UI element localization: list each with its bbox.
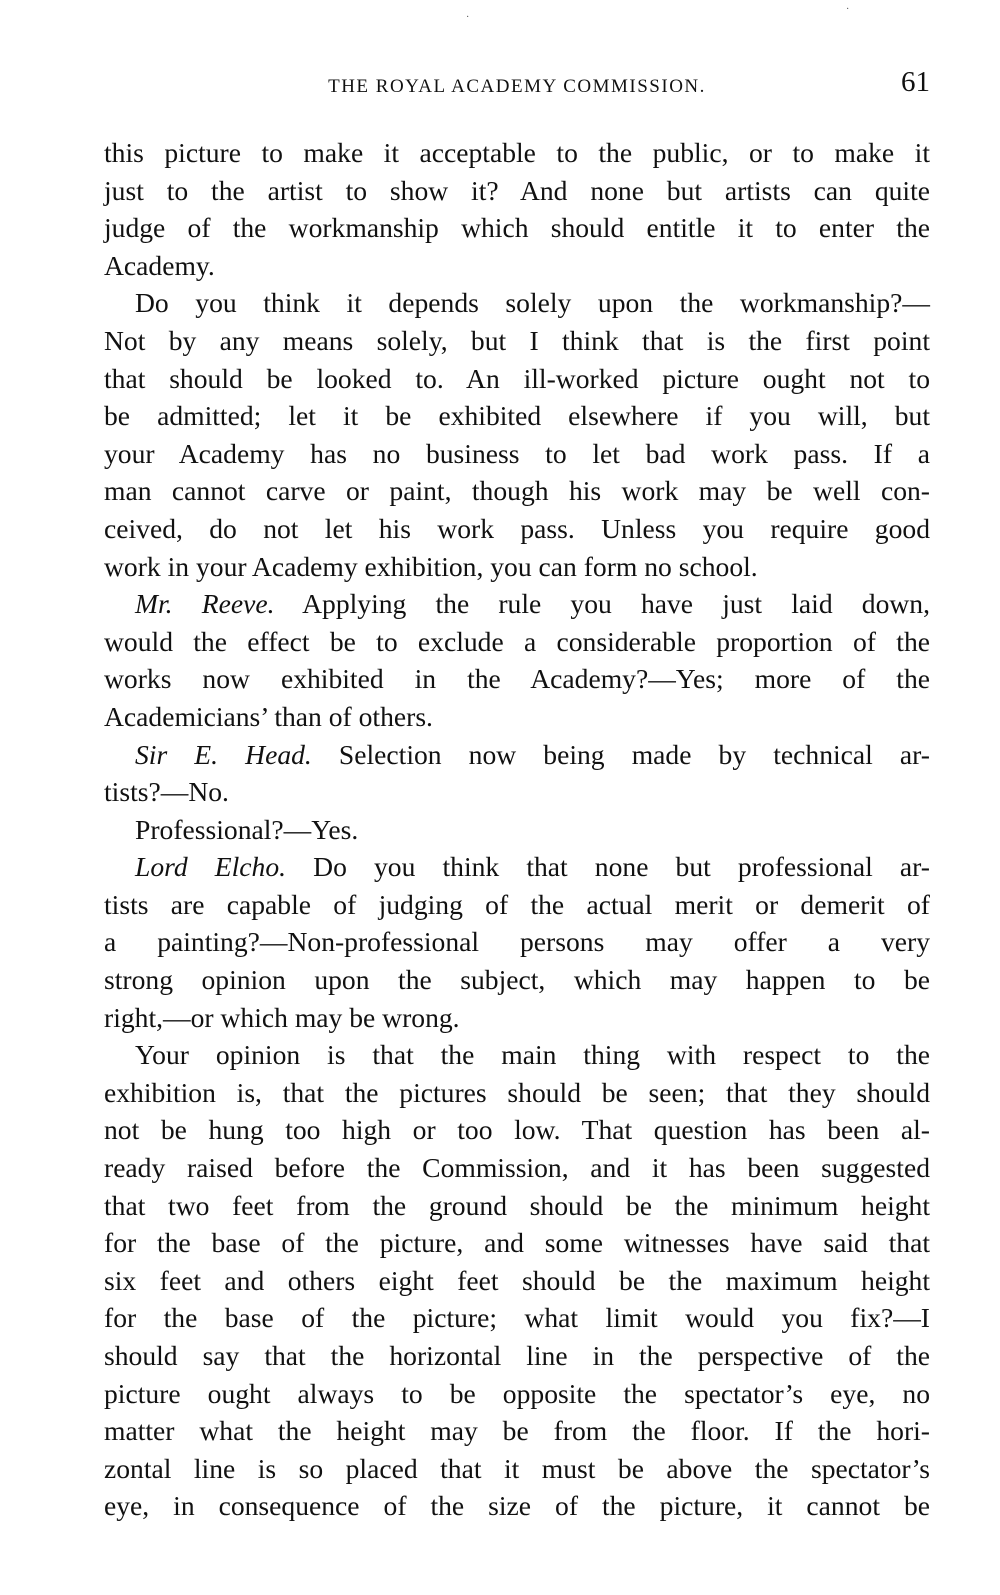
- scan-speck: ·: [466, 12, 470, 23]
- text-line: works now exhibited in the Academy?—Yes; more of the: [104, 663, 930, 695]
- question-line: Professional?—Yes.: [135, 813, 359, 845]
- text-line: Not by any means solely, but I think that is the first point: [104, 324, 930, 356]
- text-line: judge of the workmanship which should entitle it to enter the: [104, 212, 930, 244]
- text-line: picture ought always to be opposite the spectator’s eye, no: [104, 1377, 930, 1409]
- text-line: a painting?—Non-professional persons may offer a very: [104, 926, 930, 958]
- text-line: ready raised before the Commission, and it has been suggested: [104, 1152, 930, 1184]
- text-line: your Academy has no business to let bad work pass. If a: [104, 437, 930, 469]
- text-line: that should be looked to. An ill-worked picture ought not to: [104, 362, 930, 394]
- text-line: that two feet from the ground should be the minimum height: [104, 1189, 930, 1221]
- page-number: 61: [901, 66, 930, 98]
- text-line: eye, in consequence of the size of the picture, it cannot be: [104, 1490, 930, 1522]
- question-line: Do you think it depends solely upon the workmanship?—: [135, 287, 930, 319]
- question-line: Lord Elcho. Do you think that none but professional ar-: [135, 851, 930, 883]
- text-line: man cannot carve or paint, though his work may be well con-: [104, 475, 930, 507]
- text-line: exhibition is, that the pictures should be seen; that they should: [104, 1076, 930, 1108]
- text-line: tists are capable of judging of the actual merit or demerit of: [104, 888, 930, 920]
- question-line: Sir E. Head. Selection now being made by technical ar-: [135, 738, 930, 770]
- text-line: for the base of the picture; what limit would you fix?—I: [104, 1302, 930, 1334]
- text-line: zontal line is so placed that it must be above the spectator’s: [104, 1452, 930, 1484]
- text-line: matter what the height may be from the floor. If the hori-: [104, 1415, 930, 1447]
- text-line: ceived, do not let his work pass. Unless you require good: [104, 512, 930, 544]
- text-line: not be hung too high or too low. That question has been al-: [104, 1114, 930, 1146]
- text-line: should say that the horizontal line in the perspective of the: [104, 1340, 930, 1371]
- text-line: tists?—No.: [104, 776, 229, 808]
- scan-speck: ·: [846, 4, 850, 15]
- text-line: right,—or which may be wrong.: [104, 1001, 460, 1033]
- text-line: be admitted; let it be exhibited elsewhere if you will, but: [104, 400, 930, 432]
- text-line: for the base of the picture, and some witnesses have said that: [104, 1227, 930, 1259]
- text-line: work in your Academy exhibition, you can form no school.: [104, 550, 758, 582]
- page-header: [104, 66, 930, 106]
- text-line: just to the artist to show it? And none but artists can quite: [104, 174, 930, 206]
- text-line: six feet and others eight feet should be the maximum height: [104, 1264, 930, 1296]
- speaker-name: Lord Elcho.: [135, 851, 287, 883]
- text-line: strong opinion upon the subject, which may happen to be: [104, 964, 930, 996]
- question-line: Your opinion is that the main thing with respect to the: [135, 1039, 930, 1071]
- text-line: this picture to make it acceptable to the public, or to make it: [104, 137, 930, 168]
- speaker-name: Mr. Reeve.: [135, 588, 275, 620]
- question-line: Mr. Reeve. Applying the rule you have just laid down,: [135, 588, 930, 620]
- text-line: Academy.: [104, 249, 215, 281]
- text-line: would the effect be to exclude a considerable proportion of the: [104, 625, 930, 657]
- running-title: THE ROYAL ACADEMY COMMISSION.: [328, 76, 706, 97]
- body-text: [104, 134, 930, 1525]
- speaker-name: Sir E. Head.: [135, 738, 312, 770]
- text-line: Academicians’ than of others.: [104, 700, 433, 732]
